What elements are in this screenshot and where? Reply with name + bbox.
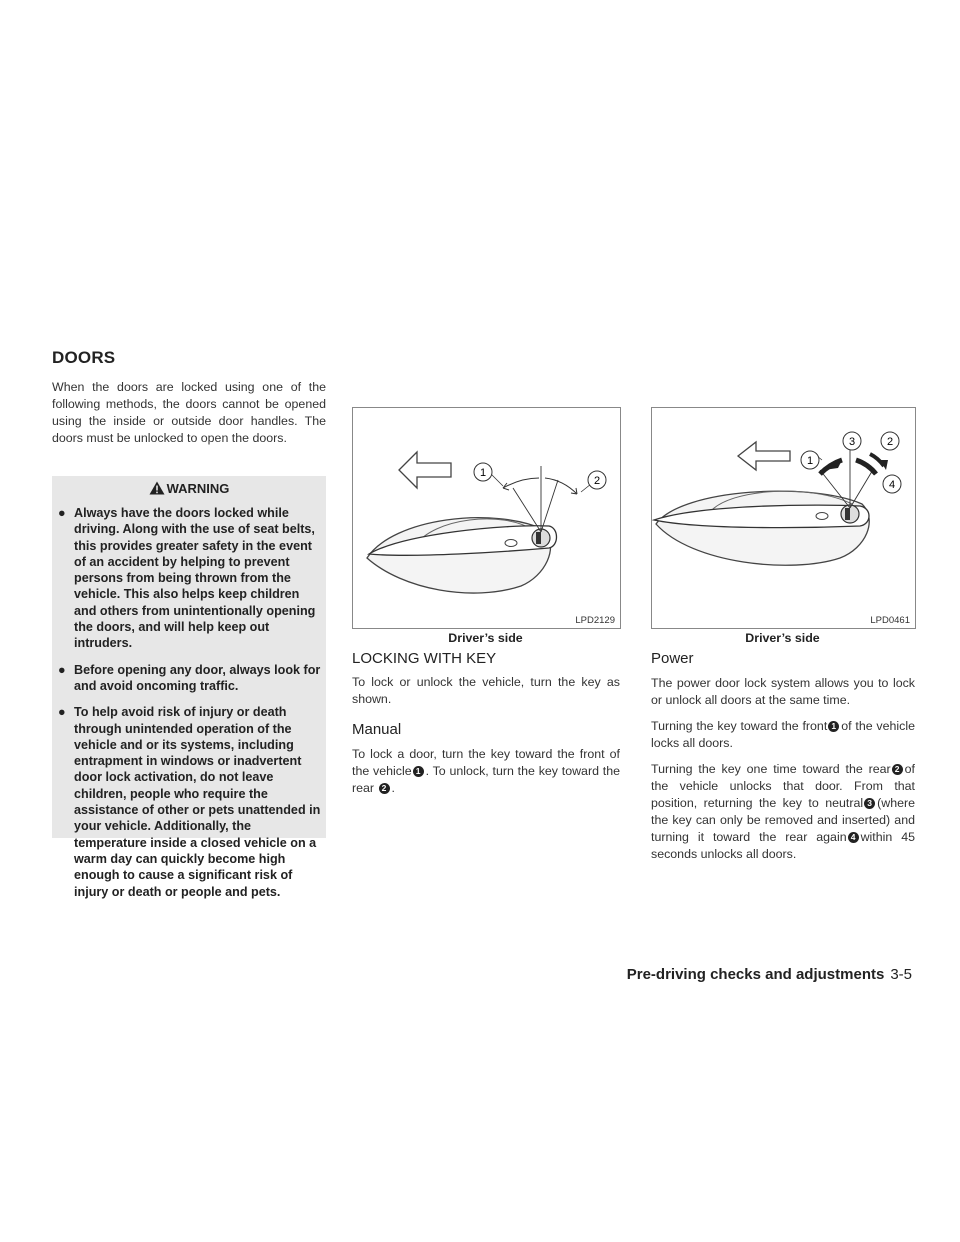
- warning-box: [52, 476, 326, 899]
- circled-number: 4: [848, 832, 859, 843]
- figure-code: LPD2129: [575, 615, 615, 626]
- power-paragraph-3: Turning the key one time toward the rear 2 of the vehicle unlocks that door. From that position, returning the key to neutral 3 (where the key can only be removed and inserted) and turning it toward the rear again 4 within 45 seconds unlocks all doors.: [651, 762, 916, 861]
- callout-4: 4: [888, 479, 896, 491]
- callout-1: 1: [806, 455, 814, 467]
- figure-code: LPD0461: [870, 615, 910, 626]
- figure-caption: Driver’s side: [745, 631, 820, 645]
- locking-paragraph: To lock or unlock the vehicle, turn the key as shown.: [352, 675, 620, 706]
- circled-number: 1: [828, 721, 839, 732]
- door-handle-diagram: [652, 408, 915, 628]
- power-paragraph-1: The power door lock system allows you to lock or unlock all doors at the same time.: [651, 676, 915, 707]
- warning-item: ● To help avoid risk of injury or death through unintended operation of the vehicle and or its systems, including entrapment in windows or inadvertent door lock activation, do not leave children, people who require the assistance of other or pets unattended in your vehicle. Additionally, the temperature inside a closed vehicle on a warm day can quickly become high enough to cause a significant risk of injury or death or people and pets.: [58, 705, 321, 899]
- heading-locking-with-key: LOCKING WITH KEY: [352, 650, 497, 667]
- figure-door-handle-manual: [352, 407, 621, 629]
- callout-1: 1: [479, 467, 487, 479]
- circled-number: 2: [892, 764, 903, 775]
- callout-2: 2: [886, 436, 894, 448]
- power-paragraph-2: Turning the key toward the front 1 of the vehicle locks all doors.: [651, 719, 915, 750]
- callout-2: 2: [593, 475, 601, 487]
- warning-list: [58, 505, 324, 910]
- section-title: DOORS: [52, 348, 116, 367]
- heading-power: Power: [651, 650, 694, 667]
- warning-triangle-icon: [149, 481, 165, 498]
- intro-paragraph: When the doors are locked using one of the following methods, the doors cannot be opened using the inside or outside door handles. The doors must be unlocked to open the doors.: [52, 380, 326, 445]
- manual-paragraph: To lock a door, turn the key toward the front of the vehicle 1 . To unlock, turn the key toward the rear 2 .: [352, 747, 620, 795]
- door-handle-diagram: [353, 408, 620, 628]
- warning-item: ● Always have the doors locked while driving. Along with the use of seat belts, this provides greater safety in the event of an accident by helping to prevent persons from being thrown from the vehicle. This also helps keep children and others from unintentionally opening the doors, and will help keep out intruders.: [58, 506, 316, 651]
- page-footer: [627, 966, 912, 983]
- warning-item: ● Before opening any door, always look for and avoid oncoming traffic.: [58, 662, 321, 693]
- circled-number: 2: [379, 783, 390, 794]
- circled-number: 3: [864, 798, 875, 809]
- bullet-icon: ●: [58, 662, 66, 677]
- figure-door-handle-power: [651, 407, 916, 629]
- heading-manual: Manual: [352, 721, 402, 738]
- circled-number: 1: [413, 766, 424, 777]
- warning-header: [52, 481, 326, 498]
- bullet-icon: ●: [58, 705, 66, 720]
- callout-3: 3: [848, 436, 856, 448]
- chapter-title: Pre-driving checks and adjustments: [626, 966, 885, 983]
- figure-caption: Driver’s side: [448, 631, 523, 645]
- bullet-icon: ●: [58, 506, 66, 520]
- page-number: 3-5: [890, 966, 912, 983]
- warning-title: WARNING: [166, 481, 230, 496]
